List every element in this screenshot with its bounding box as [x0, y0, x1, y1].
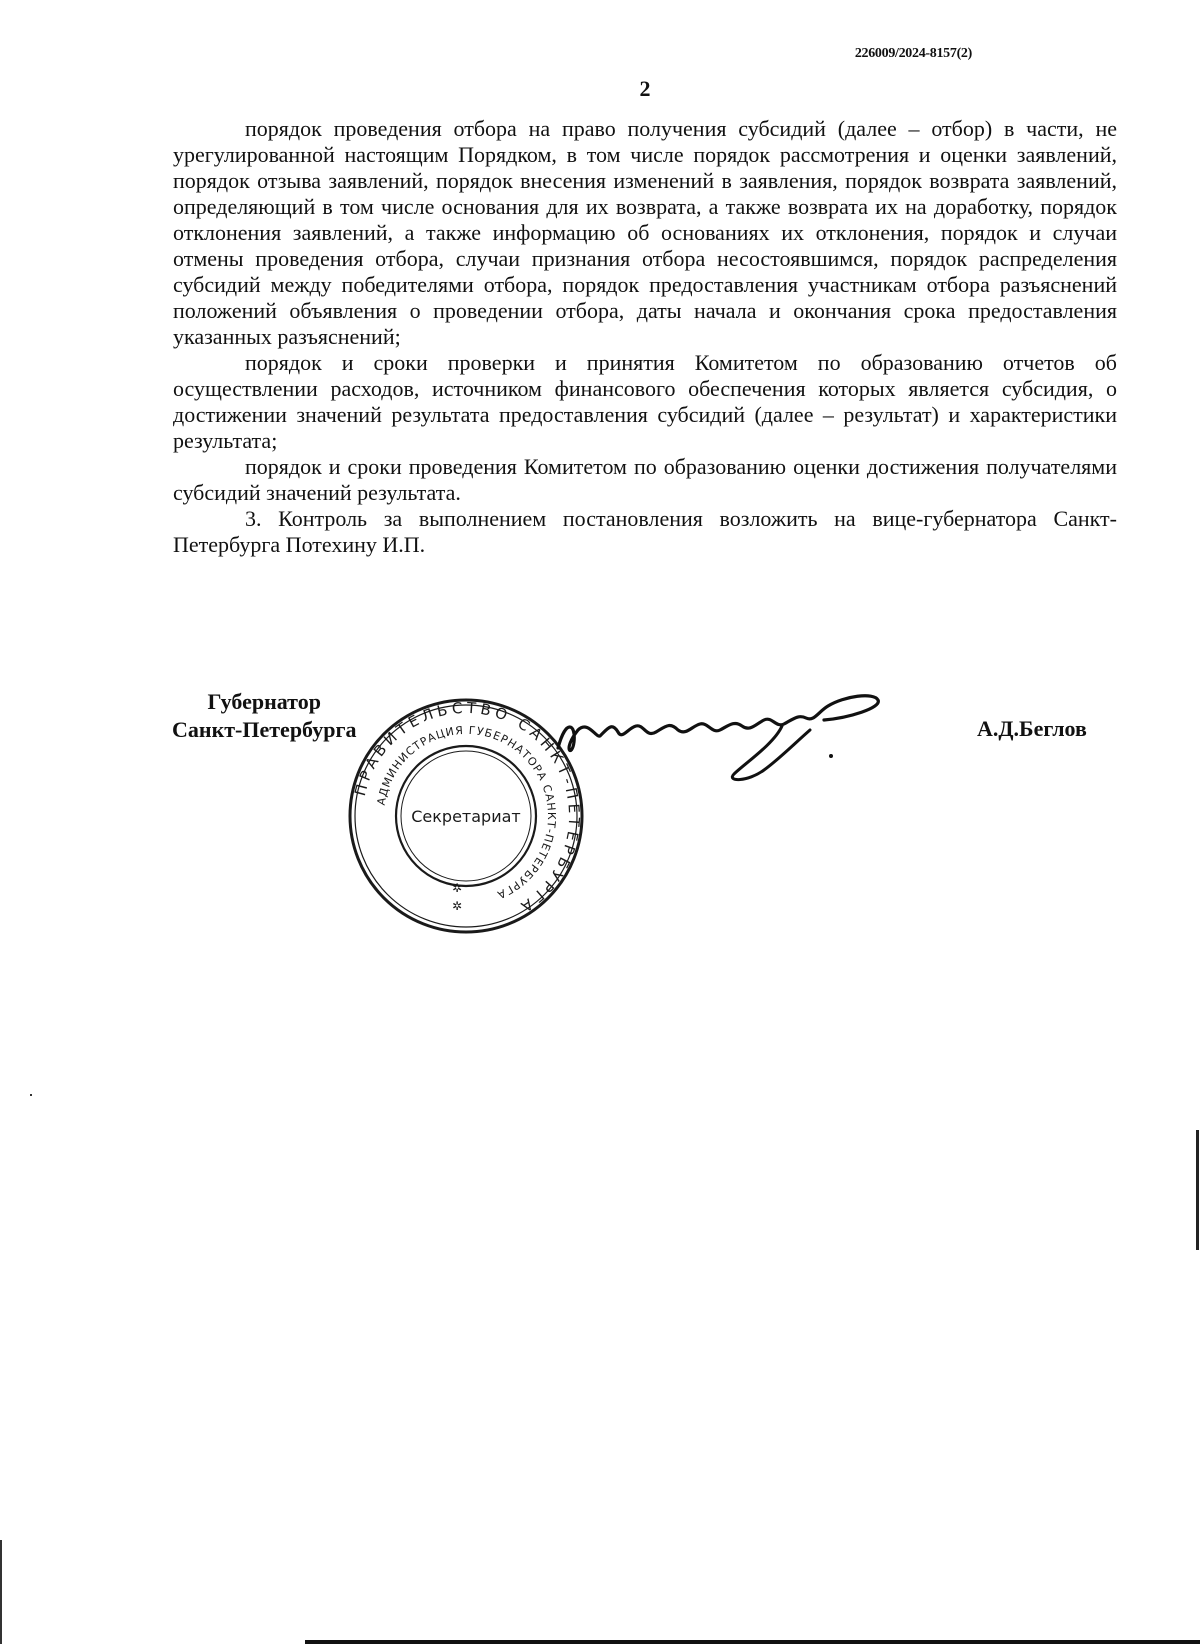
signer-title — [172, 688, 356, 744]
paragraph-result-assessment: порядок и сроки проведения Комитетом по образованию оценки достижения получателями субсидий значений результата. — [173, 454, 1117, 505]
scan-edge-left — [0, 1540, 2, 1644]
seal-center-text: Секретариат — [411, 807, 521, 826]
seal-star-icon: ✲ — [452, 881, 463, 895]
handwritten-signature — [548, 678, 928, 788]
scan-edge-bottom — [305, 1640, 1200, 1644]
document-body — [173, 116, 1117, 558]
page-number: 2 — [639, 76, 651, 101]
signer-title-line2: Санкт-Петербурга — [172, 717, 357, 742]
seal-star-icon: ✲ — [452, 899, 463, 913]
scan-speck — [30, 1094, 32, 1096]
signature-block — [0, 688, 1200, 928]
signer-name: А.Д.Беглов — [977, 716, 1087, 741]
signer-title-line1: Губернатор — [207, 689, 321, 714]
paragraph-selection-procedure: порядок проведения отбора на право получения субсидий (далее – отбор) в части, не урегулированной настоящим Порядком, в том числе порядок рассмотрения и оценки заявлений, порядок отзыва заявлений, порядок внесения изменений в заявления, порядок возврата заявлений, определяющий в том числе основания для их возврата, а также возврата их на доработку, порядок отклонения заявлений, а также информацию об основаниях их отклонения, порядок и случаи отмены проведения отбора, случаи признания отбора несостоявшимся, порядок распределения субсидий между победителями отбора, порядок предоставления участникам отбора разъяснений положений объявления о проведении отбора, даты начала и окончания срока предоставления указанных разъяснений; — [173, 116, 1117, 349]
paragraph-report-verification: порядок и сроки проверки и принятия Комитетом по образованию отчетов об осуществлении расходов, источником финансового обеспечения которых является субсидия, о достижении значений результата предоставления субсидий (далее – результат) и характеристики результата; — [173, 350, 1117, 453]
document-number: 226009/2024-8157(2) — [854, 46, 972, 61]
scan-edge-right — [1196, 1130, 1199, 1250]
seal-outer-text: ПРАВИТЕЛЬСТВО САНКТ-ПЕТЕРБУРГА — [351, 698, 584, 918]
paragraph-control-clause: 3. Контроль за выполнением постановления возложить на вице-губернатора Санкт-Петербурга Потехину И.П. — [173, 506, 1117, 557]
seal-inner-text: АДМИНИСТРАЦИЯ ГУБЕРНАТОРА САНКТ-ПЕТЕРБУРГА — [374, 723, 559, 902]
